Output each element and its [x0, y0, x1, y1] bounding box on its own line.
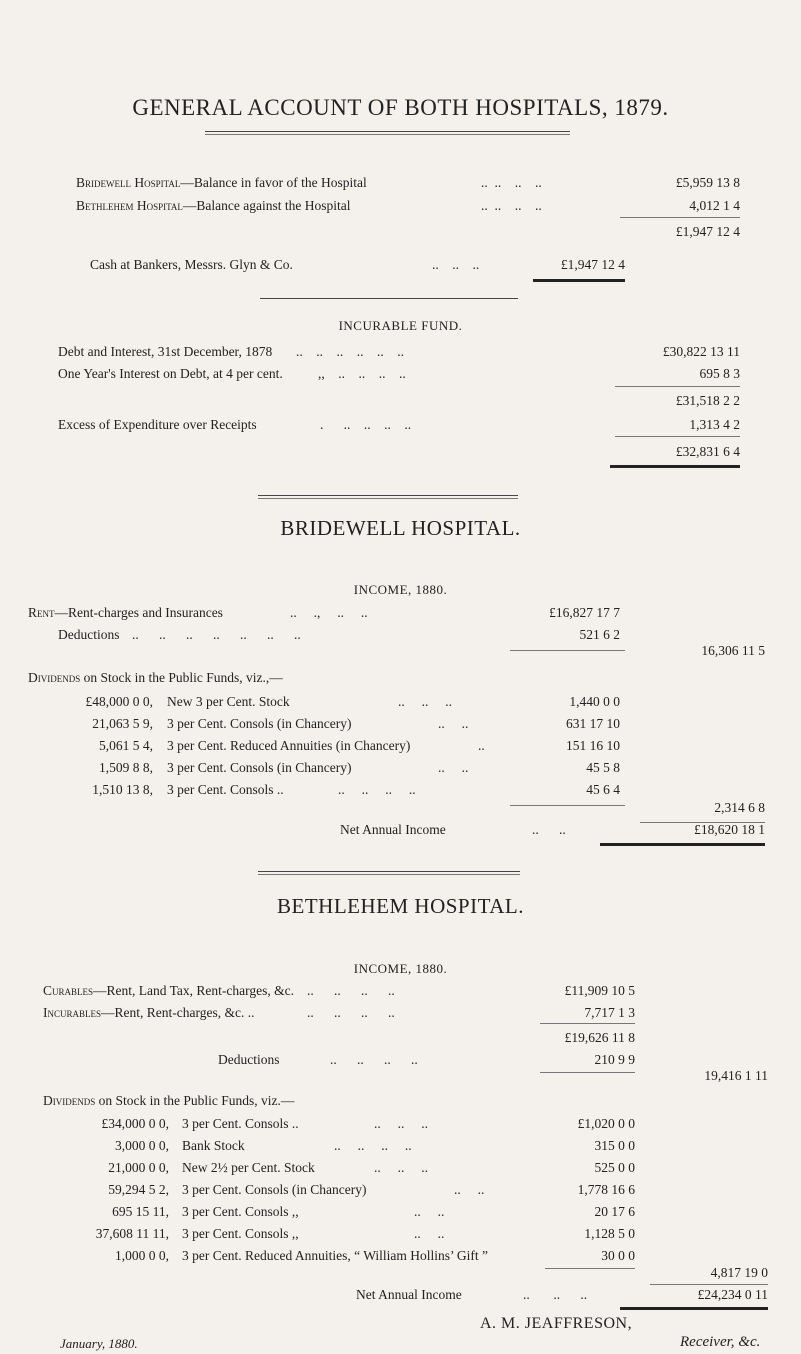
stock-principal: 21,063 5 9, [92, 716, 153, 731]
bridewell-heading: BRIDEWELL HOSPITAL. [280, 516, 521, 540]
stock-desc: 3 per Cent. Consols (in Chancery) [167, 716, 352, 731]
stock-desc: 3 per Cent. Consols (in Chancery) [167, 760, 352, 775]
bethlehem-rent-net: 19,416 1 11 [704, 1068, 768, 1083]
stock-desc: 3 per Cent. Consols ,, [182, 1204, 299, 1219]
stock-amount: 315 0 0 [594, 1138, 635, 1153]
stock-principal: 1,509 8 8, [99, 760, 153, 775]
stock-desc: 3 per Cent. Consols (in Chancery) [182, 1182, 367, 1197]
stock-principal: 37,608 11 11, [95, 1226, 169, 1241]
bethlehem-income-heading: INCOME, 1880. [353, 961, 448, 976]
stock-amount: 45 5 8 [586, 760, 620, 775]
bethlehem-net-amount: £24,234 0 11 [697, 1287, 768, 1302]
stock-principal: £34,000 0 0, [101, 1116, 169, 1131]
bridewell-rent-net: 16,306 11 5 [701, 643, 765, 658]
stock-principal: 59,294 5 2, [108, 1182, 169, 1197]
bridewell-deductions: Deductions .. .. .. .. .. .. .. [58, 627, 301, 642]
incurable-subtotal: £31,518 2 2 [675, 393, 740, 408]
bridewell-dividends-total: 2,314 6 8 [714, 800, 765, 815]
general-row-bethlehem: Bethlehem Hospital—Balance against the Hospital .. .. .. .. [76, 198, 542, 213]
bethlehem-deductions-amount: 210 9 9 [594, 1052, 635, 1067]
stock-principal: 21,000 0 0, [108, 1160, 169, 1175]
general-amount-bethlehem: 4,012 1 4 [689, 198, 740, 213]
document-date: January, 1880. [60, 1336, 138, 1351]
bridewell-net-label: Net Annual Income [340, 822, 446, 837]
receiver-role: Receiver, &c. [680, 1334, 761, 1350]
incurable-excess: Excess of Expenditure over Receipts . .. .. .. .. [58, 417, 412, 432]
stock-desc: Bank Stock [182, 1138, 245, 1153]
stock-desc: 3 per Cent. Consols ,, [182, 1226, 299, 1241]
bethlehem-curables-amount: £11,909 10 5 [564, 983, 635, 998]
bridewell-rent-amount: £16,827 17 7 [549, 605, 620, 620]
stock-amount: £1,020 0 0 [577, 1116, 635, 1131]
bridewell-dividends: Dividends on Stock in the Public Funds, viz.,— [28, 670, 283, 685]
incurable-excess-amount: 1,313 4 2 [689, 417, 740, 432]
stock-desc: 3 per Cent. Consols .. [182, 1116, 299, 1131]
stock-principal: £48,000 0 0, [85, 694, 153, 709]
incurable-heading: INCURABLE FUND. [338, 318, 463, 333]
bethlehem-net-label: Net Annual Income [356, 1287, 462, 1302]
general-row-bridewell: Bridewell Hospital—Balance in favor of the Hospital .. .. .. .. [76, 175, 542, 190]
stock-desc: 3 per Cent. Reduced Annuities (in Chancery) [167, 738, 411, 753]
incurable-row-interest: One Year's Interest on Debt, at 4 per cent. ,, .. .. .. .. [58, 366, 406, 381]
incurable-row-debt: Debt and Interest, 31st December, 1878 .. .. .. .. .. .. [58, 344, 404, 359]
bethlehem-dividends-total: 4,817 19 0 [710, 1265, 768, 1280]
page-title: GENERAL ACCOUNT OF BOTH HOSPITALS, 1879. [132, 95, 669, 120]
bethlehem-curables: Curables—Rent, Land Tax, Rent-charges, &c. .. .. .. .. [43, 983, 395, 998]
stock-principal: 1,510 13 8, [92, 782, 153, 797]
stock-desc: New 2½ per Cent. Stock [182, 1160, 315, 1175]
bethlehem-incurables: Incurables—Rent, Rent-charges, &c. .. .. .. .. .. [43, 1005, 395, 1020]
general-amount-bridewell: £5,959 13 8 [675, 175, 740, 190]
stock-amount: 631 17 10 [566, 716, 620, 731]
incurable-amount-debt: £30,822 13 11 [662, 344, 740, 359]
cash-amount: £1,947 12 4 [560, 257, 625, 272]
bridewell-net-amount: £18,620 18 1 [694, 822, 765, 837]
bridewell-deductions-amount: 521 6 2 [579, 627, 620, 642]
bethlehem-dividends: Dividends on Stock in the Public Funds, viz.— [43, 1093, 295, 1108]
bethlehem-subtotal: £19,626 11 8 [564, 1030, 635, 1045]
bethlehem-deductions: Deductions .. .. .. .. [218, 1052, 418, 1067]
stock-amount: 1,440 0 0 [569, 694, 620, 709]
stock-amount: 525 0 0 [594, 1160, 635, 1175]
stock-desc: 3 per Cent. Reduced Annuities, “ William Hollins’ Gift ” [182, 1248, 489, 1263]
stock-desc: New 3 per Cent. Stock [167, 694, 290, 709]
stock-principal: 5,061 5 4, [99, 738, 153, 753]
bethlehem-incurables-amount: 7,717 1 3 [584, 1005, 635, 1020]
bridewell-rent: Rent—Rent-charges and Insurances .. ., .. .. [28, 605, 368, 620]
stock-amount: 20 17 6 [594, 1204, 635, 1219]
stock-principal: 3,000 0 0, [115, 1138, 169, 1153]
bridewell-income-heading: INCOME, 1880. [353, 582, 448, 597]
incurable-amount-interest: 695 8 3 [699, 366, 740, 381]
stock-amount: 45 6 4 [586, 782, 620, 797]
stock-amount: 30 0 0 [601, 1248, 635, 1263]
cash-label: Cash at Bankers, Messrs. Glyn & Co. .. .. .. [90, 257, 480, 272]
stock-amount: 1,128 5 0 [584, 1226, 635, 1241]
general-net: £1,947 12 4 [675, 224, 740, 239]
stock-desc: 3 per Cent. Consols .. [167, 782, 284, 797]
incurable-total: £32,831 6 4 [675, 444, 740, 459]
stock-principal: 1,000 0 0, [115, 1248, 169, 1263]
stock-principal: 695 15 11, [112, 1204, 169, 1219]
receiver-name: A. M. JEAFFRESON, [480, 1315, 633, 1332]
stock-amount: 1,778 16 6 [577, 1182, 635, 1197]
bethlehem-heading: BETHLEHEM HOSPITAL. [277, 894, 524, 918]
stock-amount: 151 16 10 [566, 738, 620, 753]
